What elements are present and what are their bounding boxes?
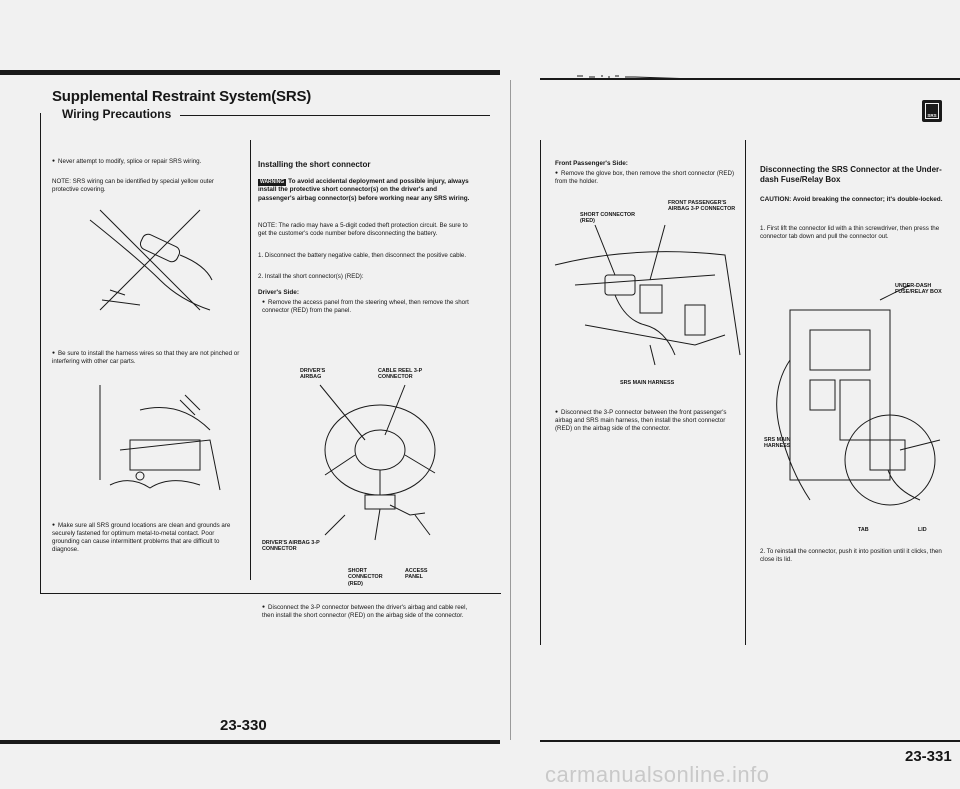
caution-double-locked: CAUTION: Avoid breaking the connector; it's double-locked. bbox=[760, 196, 943, 203]
step-disconnect-battery: 1. Disconnect the battery negative cable, then disconnect the positive cable. bbox=[258, 252, 467, 259]
scan-artifact bbox=[575, 70, 695, 82]
label-drivers-connector: DRIVER'S AIRBAG 3-P CONNECTOR bbox=[262, 540, 320, 553]
label-lid: LID bbox=[918, 527, 927, 533]
page-number-right: 23-331 bbox=[905, 748, 952, 765]
label-tab: TAB bbox=[858, 527, 869, 533]
steering-wheel-illustration bbox=[305, 385, 455, 545]
step-reinstall-connector: 2. To reinstall the connector, push it into position until it clicks, then close its lid. bbox=[760, 548, 942, 564]
precaution-ground-locations: ● Make sure all SRS ground locations are clean and grounds are securely fastened for optimum metal-to-metal contact. Poor grounding can cause intermittent problems that are difficult to diagnose. bbox=[52, 522, 242, 554]
bottom-rule-left bbox=[0, 740, 500, 744]
warning-paragraph bbox=[258, 178, 473, 203]
column-divider-1 bbox=[250, 140, 251, 580]
fuse-box-illustration bbox=[770, 300, 950, 520]
page-title: Supplemental Restraint System(SRS) bbox=[52, 88, 312, 105]
wiring-illustration-2 bbox=[80, 380, 230, 495]
under-dash-heading: Disconnecting the SRS Connector at the Under-dash Fuse/Relay Box bbox=[760, 165, 942, 184]
page-number-left: 23-330 bbox=[220, 717, 267, 734]
srs-icon: SRS bbox=[922, 100, 942, 122]
precaution-harness-routing: ● Be sure to install the harness wires so that they are not pinched or interfering with other car parts. bbox=[52, 350, 242, 366]
driver-side-heading: Driver's Side: bbox=[258, 289, 299, 296]
label-short-connector: SHORT CONNECTOR (RED) bbox=[348, 568, 383, 587]
warning-tag: WARNING bbox=[260, 179, 285, 185]
passenger-side-step: ● Remove the glove box, then remove the short connector (RED) from the holder. bbox=[555, 170, 735, 186]
label-access-panel: ACCESS PANEL bbox=[405, 568, 428, 581]
driver-disconnect-instruction: ● Disconnect the 3-P connector between the driver's airbag and cable reel, then install the short connector (RED) on the airbag side of the connector. bbox=[262, 604, 472, 620]
column-divider-4 bbox=[745, 140, 746, 645]
precaution-modify: ● Never attempt to modify, splice or repair SRS wiring. bbox=[52, 158, 242, 166]
short-connector-heading: Installing the short connector bbox=[258, 160, 371, 169]
column-divider-3 bbox=[540, 140, 541, 645]
label-srs-main-harness: SRS MAIN HARNESS bbox=[620, 380, 675, 386]
section-subtitle: Wiring Precautions bbox=[62, 107, 172, 121]
label-passenger-short-connector: SHORT CONNECTOR (RED) bbox=[580, 212, 636, 225]
page-spine bbox=[510, 80, 511, 740]
top-rule-left bbox=[0, 70, 500, 75]
watermark-text: carmanualsonline.info bbox=[545, 762, 770, 787]
label-front-passenger-connector: FRONT PASSENGER'S AIRBAG 3-P CONNECTOR bbox=[668, 200, 736, 213]
label-fuse-relay-box: UNDER-DASH FUSE/RELAY BOX bbox=[895, 283, 942, 296]
step-install-short-connector: 2. Install the short connector(s) (RED): bbox=[258, 273, 364, 280]
wiring-illustration-1 bbox=[80, 200, 220, 320]
step-lift-connector-lid: 1. First lift the connector lid with a thin screwdriver, then press the connector tab down and pull the connector out. bbox=[760, 225, 940, 241]
note-radio-code: NOTE: The radio may have a 5-digit coded theft protection circuit. Be sure to get the customer's code number before disconnecting the battery. bbox=[258, 222, 468, 238]
label-fuse-main-harness: SRS MAIN HARNESS bbox=[764, 437, 791, 450]
note-yellow-covering: NOTE: SRS wiring can be identified by special yellow outer protective covering. bbox=[52, 178, 214, 194]
bottom-rule-right bbox=[540, 740, 960, 742]
driver-side-step: ● Remove the access panel from the steering wheel, then remove the short connector (RED) from the panel. bbox=[262, 299, 472, 315]
passenger-side-heading: Front Passenger's Side: bbox=[555, 160, 628, 167]
passenger-disconnect-instruction: ● Disconnect the 3-P connector between the front passenger's airbag and SRS main harness, then install the short connector (RED) on the airbag side of the connector. bbox=[555, 409, 735, 433]
label-drivers-airbag: DRIVER'S AIRBAG bbox=[300, 368, 326, 381]
label-cable-reel: CABLE REEL 3-P CONNECTOR bbox=[378, 368, 423, 381]
glove-box-illustration bbox=[555, 225, 745, 375]
warning-text: To avoid accidental deployment and possible injury, always install the protective short connector(s) on the driver's and passenger's airbag connector(s) before working near any SRS wiring. bbox=[258, 178, 470, 202]
